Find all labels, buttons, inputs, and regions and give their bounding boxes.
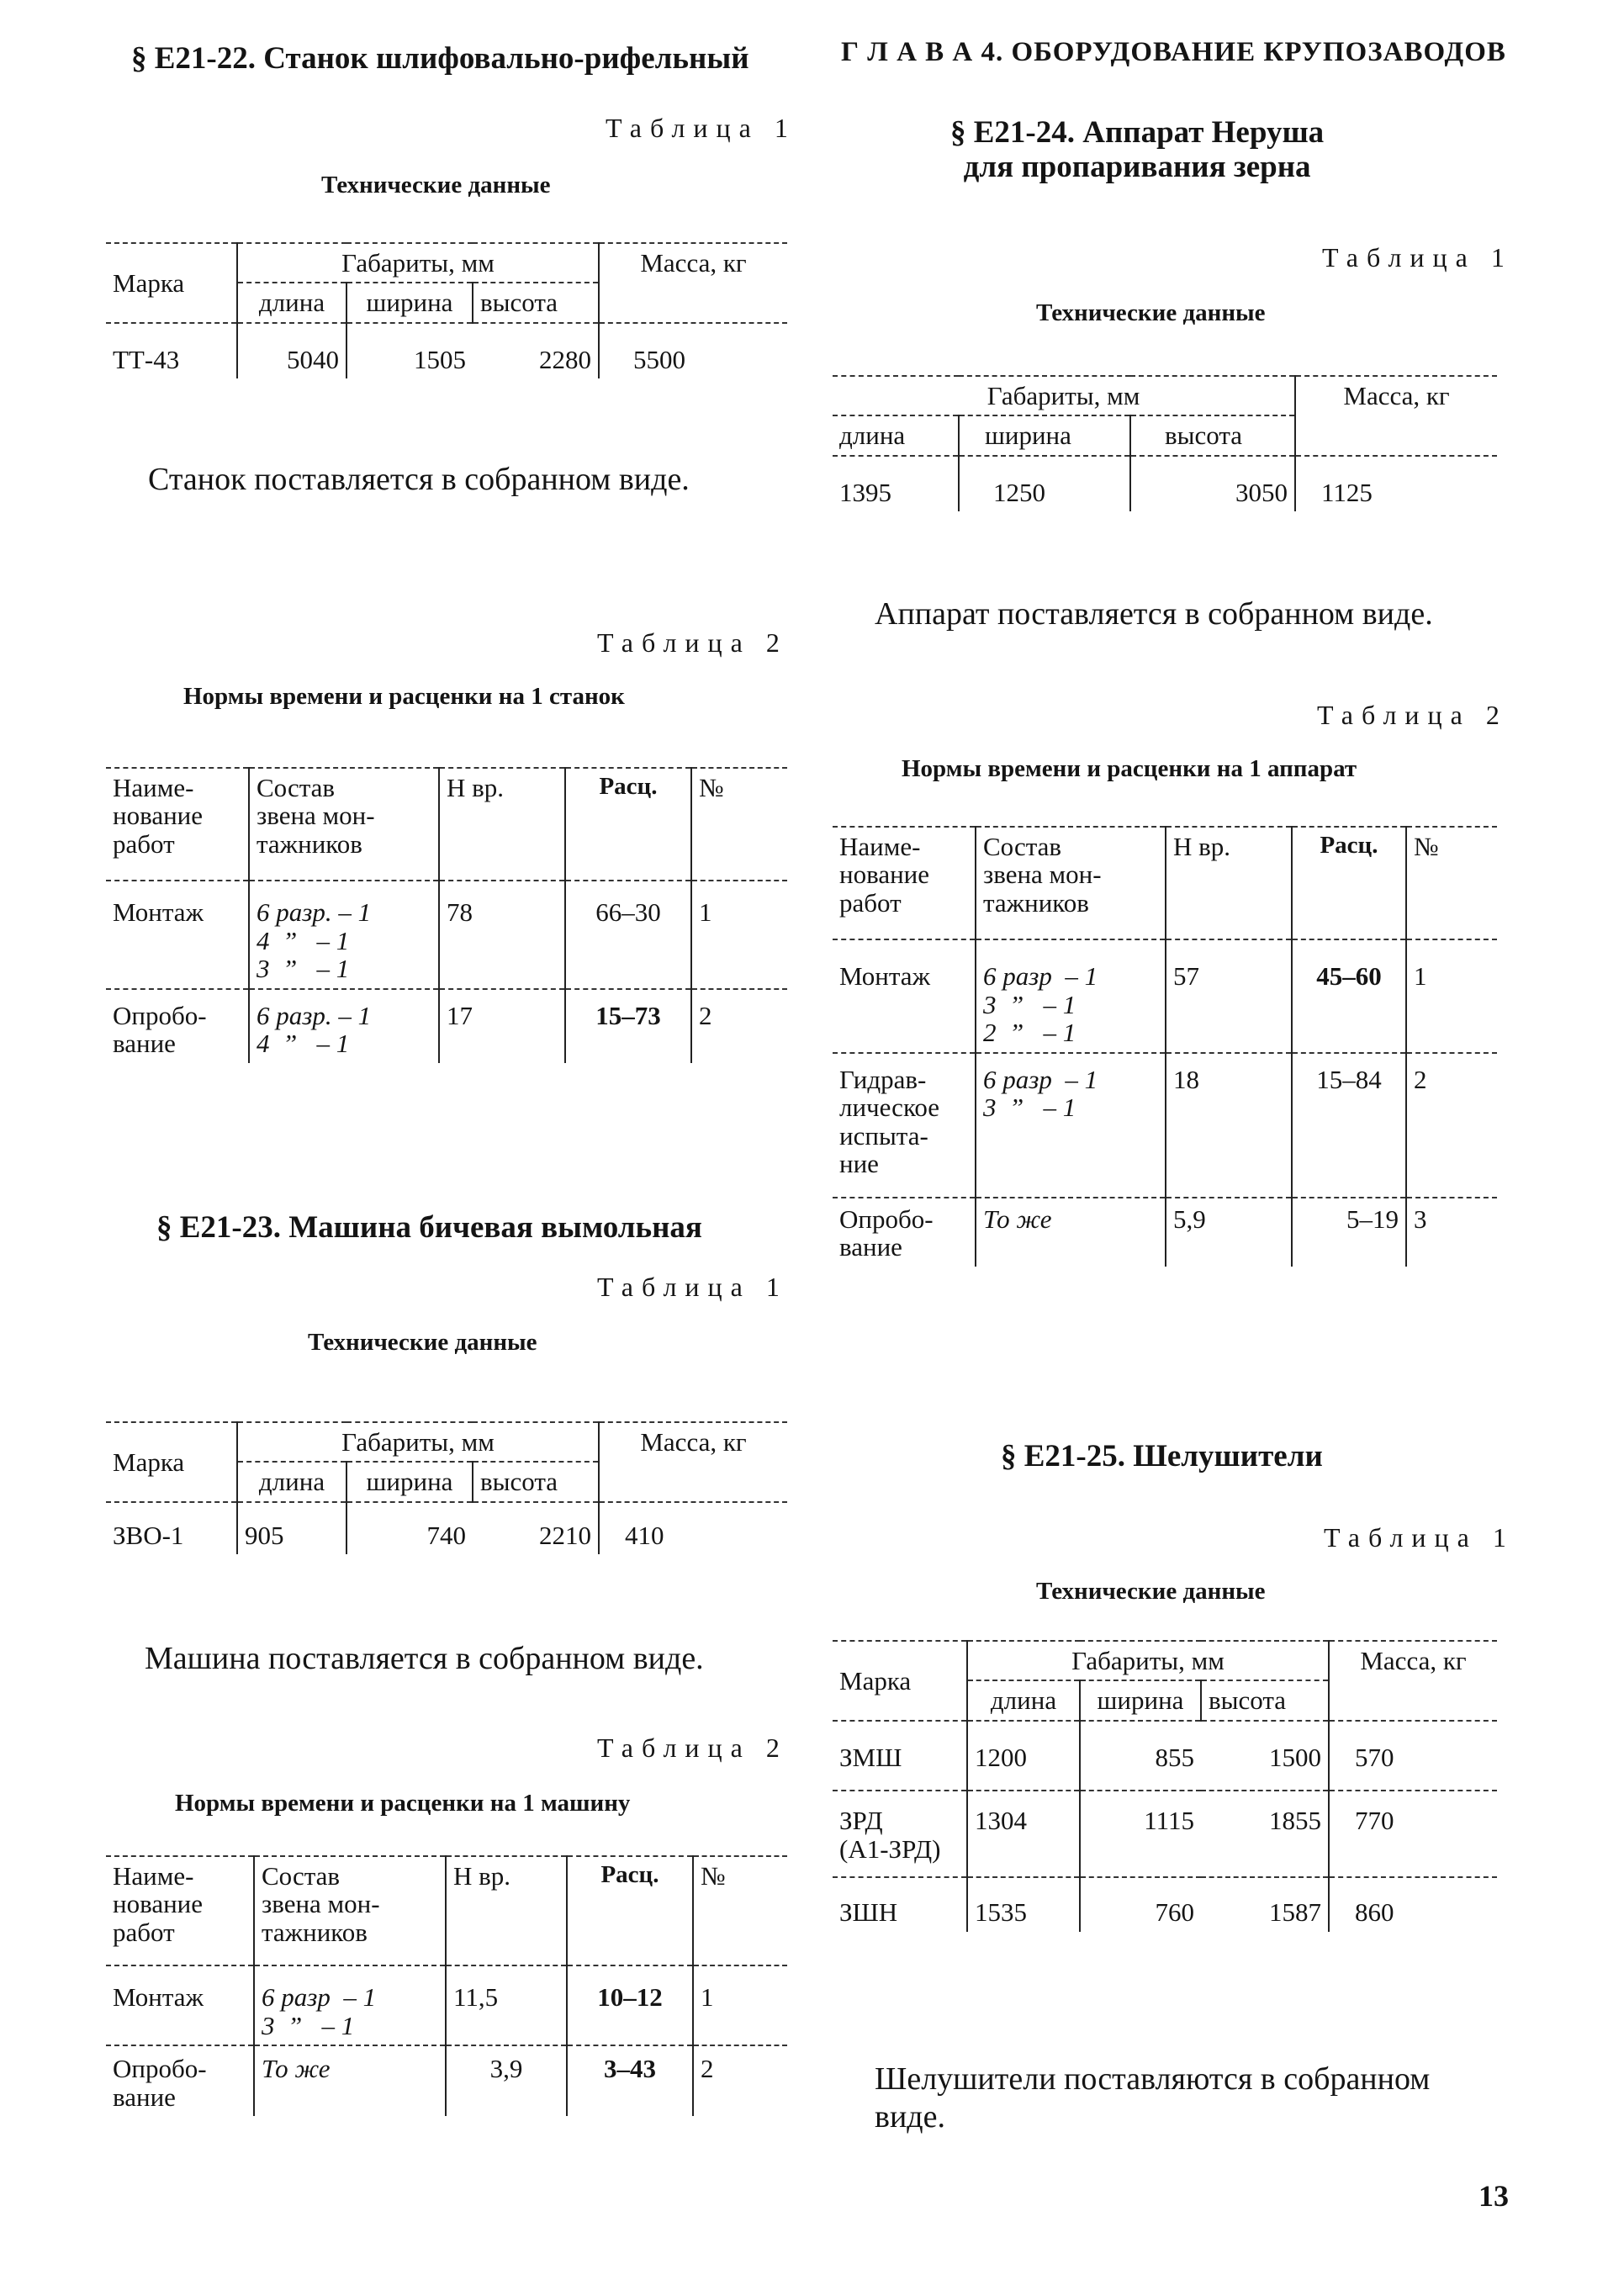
table-row: ТТ-43 5040 1505 2280 5500 — [106, 323, 787, 378]
col-time: Н вр. — [446, 1856, 567, 1965]
norms-table-e21-22 — [106, 767, 787, 1063]
col-mass: Масса, кг — [1295, 376, 1497, 456]
col-length: длина — [839, 421, 906, 451]
col-length: длина — [967, 1680, 1080, 1720]
table-caption: Технические данные — [308, 1329, 537, 1356]
table-row: Гидрав- лическое испыта- ние 6 разр – 1 3 ” – 1 18 15–84 2 — [833, 1053, 1497, 1198]
col-width: ширина — [1080, 1680, 1201, 1720]
table-row: Опробо- вание 6 разр. – 1 4 ” – 1 17 15–73 2 — [106, 989, 787, 1063]
col-no: № — [693, 1856, 787, 1965]
table-label: Таблица 1 — [597, 1272, 788, 1302]
table-label: Таблица 2 — [597, 627, 788, 658]
table-label: Таблица 2 — [597, 1733, 788, 1763]
col-height: высота — [1130, 415, 1295, 455]
col-width: ширина — [346, 1462, 473, 1501]
table-caption: Нормы времени и расценки на 1 станок — [183, 683, 625, 710]
section-title-e21-22: § Е21-22. Станок шлифовально-рифельный — [131, 41, 749, 76]
col-dims: Габариты, мм — [833, 376, 1295, 415]
table-row: Монтаж 6 разр. – 1 4 ” – 1 3 ” – 1 78 66–30 1 — [106, 881, 787, 988]
table-label: Таблица 1 — [606, 113, 796, 143]
col-width: ширина — [959, 415, 1130, 455]
table-row: ЗМШ 1200 855 1500 570 — [833, 1721, 1497, 1791]
section-title-e21-25: § Е21-25. Шелушители — [1001, 1439, 1323, 1473]
tech-data-table-e21-22 — [106, 242, 787, 378]
note-e21-23: Машина поставляется в собранном виде. — [145, 1641, 704, 1676]
table-row: ЗВО-1 905 740 2210 410 — [106, 1502, 787, 1554]
col-name: Наиме- нование работ — [113, 1861, 204, 1947]
table-row: Опробо- вание То же 5,9 5–19 3 — [833, 1198, 1497, 1267]
tech-data-table-e21-25 — [833, 1640, 1497, 1932]
col-crew: Состав звена мон- тажников — [976, 827, 1166, 939]
table-row: Монтаж 6 разр – 1 3 ” – 1 2 ” – 1 57 45–60 1 — [833, 939, 1497, 1052]
col-name: Наиме- нование работ — [113, 773, 204, 859]
col-length: длина — [237, 283, 346, 322]
table-row: ЗШН 1535 760 1587 860 — [833, 1877, 1497, 1931]
col-mark: Марка — [839, 1665, 912, 1696]
table-caption: Нормы времени и расценки на 1 машину — [175, 1790, 631, 1817]
table-row: 1395 1250 3050 1125 — [833, 456, 1497, 511]
col-rate: Расц. — [1292, 827, 1406, 939]
tech-data-table-e21-23 — [106, 1421, 787, 1554]
col-dims: Габариты, мм — [237, 1422, 599, 1462]
table-caption: Нормы времени и расценки на 1 аппарат — [902, 755, 1357, 782]
col-mark: Марка — [113, 267, 185, 298]
note-e21-25: Шелушители поставляются в собранном виде. — [875, 2061, 1431, 2135]
page-number: 13 — [1478, 2179, 1509, 2213]
note-e21-24: Аппарат поставляется в собранном виде. — [875, 596, 1433, 632]
col-length: длина — [237, 1462, 346, 1501]
table-caption: Технические данные — [1036, 299, 1266, 326]
table-caption: Технические данные — [1036, 1578, 1266, 1605]
section-title-e21-24: § Е21-24. Аппарат Неруша для пропаривания зерна — [950, 115, 1325, 184]
col-mass: Масса, кг — [599, 1422, 787, 1502]
table-caption: Технические данные — [321, 172, 551, 198]
tech-data-table-e21-24 — [833, 375, 1497, 511]
table-row: ЗРД (А1-ЗРД) 1304 1115 1855 770 — [833, 1791, 1497, 1877]
norms-table-e21-24 — [833, 826, 1497, 1267]
col-height: высота — [473, 1462, 599, 1501]
col-mass: Масса, кг — [1329, 1641, 1497, 1721]
table-label: Таблица 2 — [1317, 700, 1508, 730]
col-height: высота — [1201, 1680, 1329, 1720]
table-label: Таблица 1 — [1324, 1522, 1515, 1553]
col-no: № — [1406, 827, 1497, 939]
col-mass: Масса, кг — [599, 243, 787, 323]
col-mark: Марка — [113, 1447, 185, 1477]
col-height: высота — [473, 283, 599, 322]
col-crew: Состав звена мон- тажников — [254, 1856, 446, 1965]
section-title-e21-23: § Е21-23. Машина бичевая вымольная — [156, 1210, 702, 1245]
col-time: Н вр. — [1166, 827, 1292, 939]
note-e21-22: Станок поставляется в собранном виде. — [148, 462, 690, 497]
col-rate: Расц. — [567, 1856, 693, 1965]
col-crew: Состав звена мон- тажников — [249, 768, 439, 881]
col-rate: Расц. — [565, 768, 691, 881]
col-dims: Габариты, мм — [237, 243, 599, 283]
col-no: № — [691, 768, 787, 881]
col-width: ширина — [346, 283, 473, 322]
col-dims: Габариты, мм — [967, 1641, 1329, 1680]
col-name: Наиме- нование работ — [839, 832, 930, 918]
chapter-header: Г Л А В А 4. ОБОРУДОВАНИЕ КРУПОЗАВОДОВ — [841, 37, 1506, 67]
table-row: Опробо- вание То же 3,9 3–43 2 — [106, 2045, 787, 2116]
norms-table-e21-23 — [106, 1855, 787, 2116]
col-time: Н вр. — [439, 768, 565, 881]
table-label: Таблица 1 — [1322, 242, 1513, 272]
table-row: Монтаж 6 разр – 1 3 ” – 1 11,5 10–12 1 — [106, 1965, 787, 2045]
